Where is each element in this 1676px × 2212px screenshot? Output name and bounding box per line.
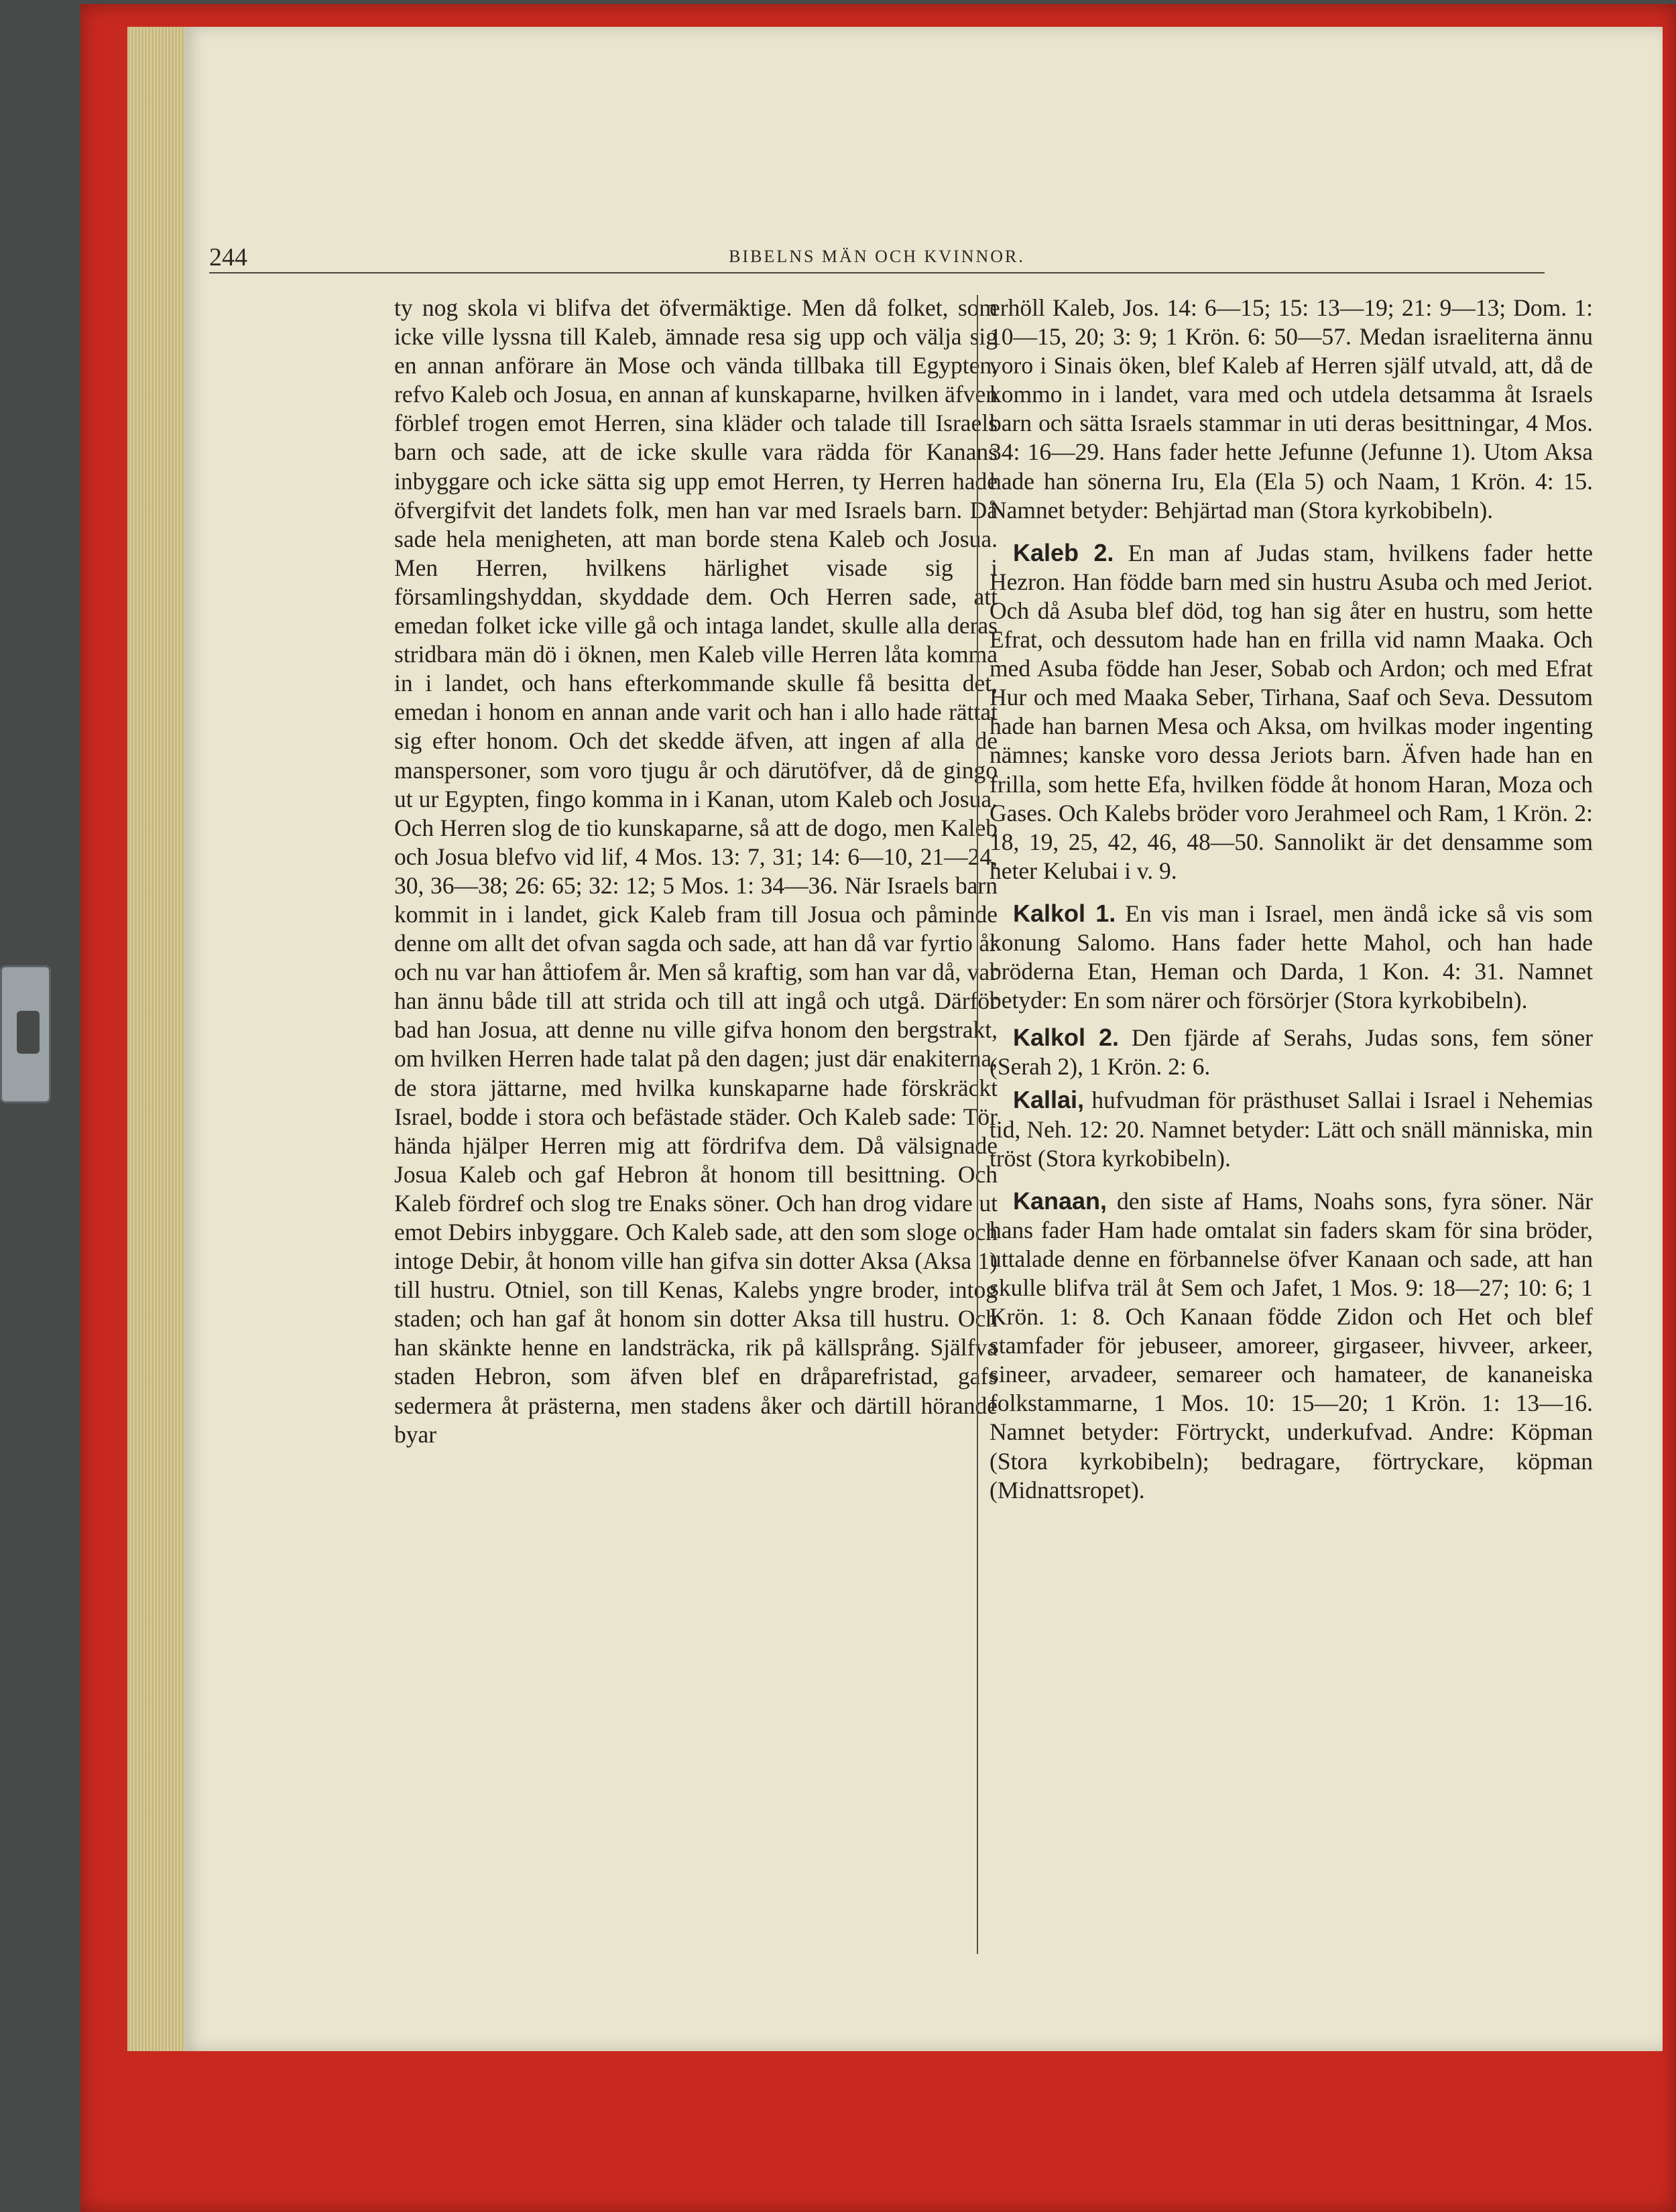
- running-head: [209, 243, 1545, 273]
- binder-clip-hole: [17, 1011, 40, 1054]
- entry-headword: Kanaan,: [1013, 1186, 1108, 1215]
- continuation-paragraph: erhöll Kaleb, Jos. 14: 6—15; 15: 13—19; 21: 9—13; Dom. 1: 10—15, 20; 3: 9; 1 Krön. 6: 50—57. Medan israeliterna ännu voro i Sinais öken, blef Kaleb af Herren själf utvald, att, då de kommo in i landet, vara med och utdela detsamma åt Israels barn och sätta Israels stammar in uti deras besittningar, 4 Mos. 34: 16—29. Hans fader hette Jefunne (Jefunne 1). Utom Aksa hade han sönerna Iru, Ela (Ela 5) och Naam, 1 Krön. 4: 15. Namnet betyder: Behjärtad man (Stora kyrkobibeln).: [990, 294, 1593, 524]
- entry-kalkol-1: [990, 899, 1593, 1015]
- left-column-paragraph: ty nog skola vi blifva det öfvermäktige. Men då folket, som icke ville lyssna till Kaleb, ämnade resa sig upp och välja sig en annan anförare än Mose och vända tillbaka till Egypten, refvo Kaleb och Josua, en annan af kunskaparne, hvilken äfven förblef trogen emot Herren, sina kläder och talade till Israels barn och sade, att de icke skulle vara rädda för Kanans inbyggare och icke sätta sig upp emot Herren, ty Herren hade öfvergifvit det landets folk, men han var med Israels barn. Då sade hela menigheten, att man borde stena Kaleb och Josua. Men Herren, hvilkens härlighet visade sig i församlingshyddan, skyddade dem. Och Herren sade, att emedan folket icke ville gå och intaga landet, skulle alla deras stridbara män dö i öknen, men Kaleb ville Herren låta komma in i landet, och hans efterkommande skulle få besitta det, emedan i honom en annan ande varit och han i allo hade rättat sig efter honom. Och det skedde äfven, att ingen af alla de manspersoner, som voro tjugu år och därutöfver, då de gingo ut ur Egypten, fingo komma in i Kanan, utom Kaleb och Josua. Och Herren slog de tio kunskaparne, så att de dogo, men Kaleb och Josua blefvo vid lif, 4 Mos. 13: 7, 31; 14: 6—10, 21—24, 30, 36—38; 26: 65; 32: 12; 5 Mos. 1: 34—36. När Israels barn kommit in i landet, gick Kaleb fram till Josua och påminde denne om allt det ofvan sagda och sade, att han då var fyrtio år och nu var han åttiofem år. Men så kraftig, som han var då, var han ännu både till att strida och till att ingå och utgå. Därför bad han Josua, att denne nu ville gifva honom den bergstrakt, om hvilken Herren hade talat på den dagen; just där enakiterna, de stora jättarne, med hvilka kunskaparne hade förskräckt Israel, bodde i stora och befästade städer. Och Kaleb sade: Tör hända hjälper Herren mig att fördrifva dem. Då välsignade Josua Kaleb och gaf Hebron åt honom till besittning. Och Kaleb fördref och slog tre Enaks söner. Och han drog vidare ut emot Debirs inbyggare. Och Kaleb sade, att den som sloge och intoge Debir, åt honom ville han gifva sin dotter Aksa (Aksa 1) till hustru. Otniel, son till Kenas, Kalebs yngre broder, intog staden; och han gaf åt honom sin dotter Aksa till hustru. Och han skänkte henne en landsträcka, rik på källsprång. Själfva staden Hebron, som äfven blef en dråparefristad, gafs sedermera åt prästerna, men stadens åker och därtill hörande byar: [394, 294, 998, 1448]
- entry-text: En man af Judas stam, hvilkens fader hette Hezron. Han födde barn med sin hustru Asuba och med Jeriot. Och då Asuba blef död, tog han sig åter en hustru, som hette Efrat, och dessutom hade han en frilla vid namn Maaka. Och med Asuba födde han Jeser, Sobab och Ardon; och med Efrat Hur och med Maaka Seber, Tirhana, Saaf och Seva. Dessutom hade han barnen Mesa och Aksa, om hvilkas moder ingenting nämnes; kanske voro dessa Jeriots barn. Äfven hade han en frilla, som hette Efa, hvilken födde åt honom Haran, Moza och Gases. Och Kalebs bröder voro Jerahmeel och Ram, 1 Krön. 2: 18, 19, 25, 42, 46, 48—50. Sannolikt är det densamme som heter Kelubai i v. 9.: [990, 539, 1593, 884]
- entry-text: En vis man i Israel, men ändå icke så vis som konung Salomo. Hans fader hette Mahol, och han hade bröderna Etan, Heman och Darda, 1 Kon. 4: 31. Namnet betyder: En som närer och försörjer (Stora kyrkobibeln).: [990, 900, 1594, 1014]
- entry-text: hufvudman för prästhuset Sallai i Israel i Nehemias tid, Neh. 12: 20. Namnet betyder: Lätt och snäll människa, min tröst (Stora kyrkobibeln).: [990, 1087, 1594, 1172]
- entry-headword: Kalkol 1.: [1013, 899, 1116, 927]
- entry-headword: Kallai,: [1013, 1086, 1085, 1114]
- entry-kallai: [990, 1085, 1593, 1172]
- column-divider: [977, 295, 978, 1954]
- entry-kanaan: [990, 1186, 1593, 1505]
- entry-text: Den fjärde af Serahs, Judas sons, fem söner (Serah 2), 1 Krön. 2: 6.: [990, 1024, 1594, 1081]
- page-number: 244: [209, 243, 247, 271]
- entry-headword: Kalkol 2.: [1013, 1024, 1120, 1052]
- entry-text: den siste af Hams, Noahs sons, fyra söner. När hans fader Ham hade omtalat sin faders skam för sina bröder, uttalade denne en förbannelse öfver Kanaan och sade, att han skulle blifva träl åt Sem och Jafet, 1 Mos. 9: 18—27; 10: 6; 1 Krön. 1: 8. Och Kanaan födde Zidon och Het och blef stamfader för jebuseer, amoreer, girgaseer, hivveer, arkeer, sineer, arvadeer, semareer och hamateer, de kananeiska folkstammarne, 1 Mos. 10: 15—20; 1 Krön. 1: 13—16. Namnet betyder: Förtryckt, underkufvad. Andre: Köpman (Stora kyrkobibeln); bedragare, förtryckare, köpman (Midnattsropet).: [990, 1187, 1593, 1503]
- page-edges: [127, 27, 186, 2051]
- entry-headword: Kaleb 2.: [1013, 538, 1114, 566]
- running-head-rule: [209, 272, 1545, 273]
- entry-kalkol-2: [990, 1023, 1593, 1081]
- running-head-title: BIBELNS MÄN OCH KVINNOR.: [729, 247, 1025, 266]
- binder-clip: [0, 965, 51, 1103]
- right-column: [990, 294, 1593, 1505]
- entry-kaleb-2: [990, 538, 1593, 885]
- left-column: [394, 294, 998, 1449]
